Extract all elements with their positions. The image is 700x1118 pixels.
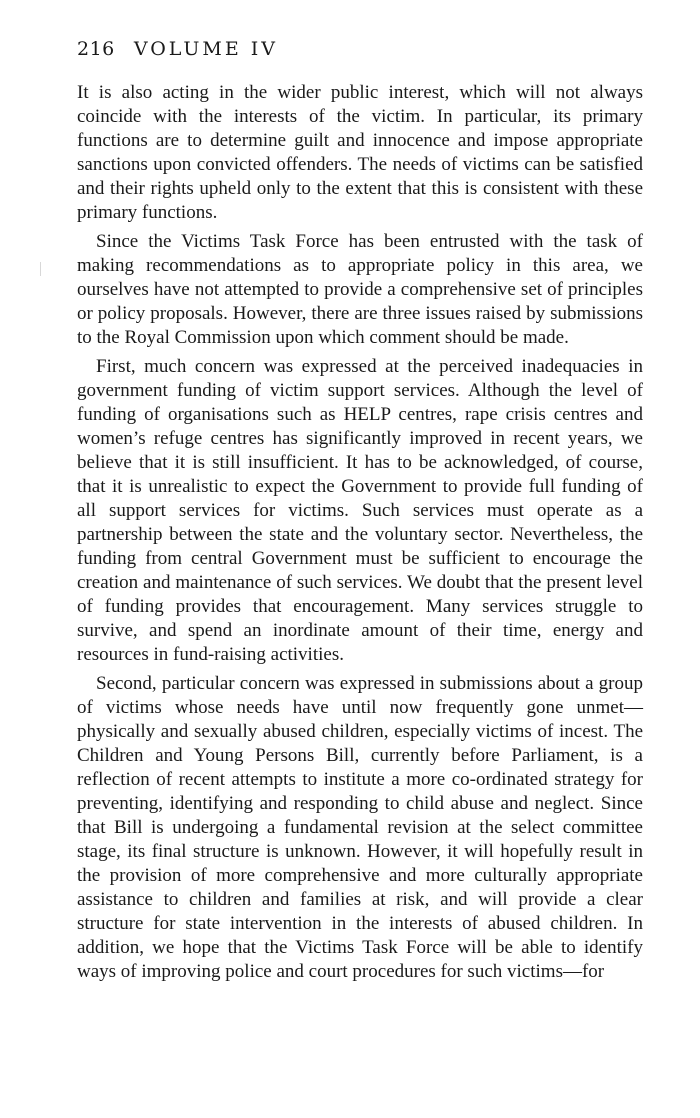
page-number: 216 xyxy=(77,38,115,60)
paragraph-continued: It is also acting in the wider public interest, which will not always coincide with the interests of the victim. In particular, its primary functions are to determine guilt and innocence and impose appropriate sanctions upon convicted offenders. The needs of victims can be satisfied and their rights upheld only to the extent that this is consistent with these primary functions. xyxy=(77,82,643,223)
running-head xyxy=(77,38,278,60)
body-text xyxy=(77,81,643,984)
paragraph-second-issue-children: Second, particular concern was expressed in submissions about a group of victims whose needs have until now frequently gone unmet—physically and sexually abused children, especially victims of incest. The Children and Young Persons Bill, currently before Parliament, is a reflection of recent attempts to institute a more co-ordinated strategy for preventing, identifying and responding to child abuse and neglect. Since that Bill is undergoing a fundamental revision at the select committee stage, its final structure is unknown. However, it will hopefully result in the provision of more comprehensive and more culturally appropriate assistance to children and families at risk, and will provide a clear structure for state intervention in the interests of abused children. In addition, we hope that the Victims Task Force will be able to identify ways of improving police and court procedures for such victims—for xyxy=(77,673,643,982)
margin-mark xyxy=(40,262,41,276)
volume-title: VOLUME IV xyxy=(133,38,278,60)
paragraph-first-issue-funding: First, much concern was expressed at the perceived inadequacies in government funding of victim support services. Although the level of funding of organisations such as HELP centres, rape crisis centres and women’s refuge centres has significantly improved in recent years, we believe that it is still insufficient. It has to be acknowledged, of course, that it is unrealistic to expect the Government to provide full funding of all support services for victims. Such services must operate as a partnership between the state and the voluntary sector. Nevertheless, the funding from central Government must be sufficient to encourage the creation and maintenance of such services. We doubt that the present level of funding provides that encouragement. Many services struggle to survive, and spend an inordinate amount of their time, energy and resources in fund-raising activities. xyxy=(77,356,643,665)
paragraph-victims-task-force: Since the Victims Task Force has been entrusted with the task of making recommendations as to appropriate policy in this area, we ourselves have not attempted to provide a comprehensive set of principles or policy proposals. However, there are three issues raised by submissions to the Royal Commission upon which comment should be made. xyxy=(77,231,643,348)
